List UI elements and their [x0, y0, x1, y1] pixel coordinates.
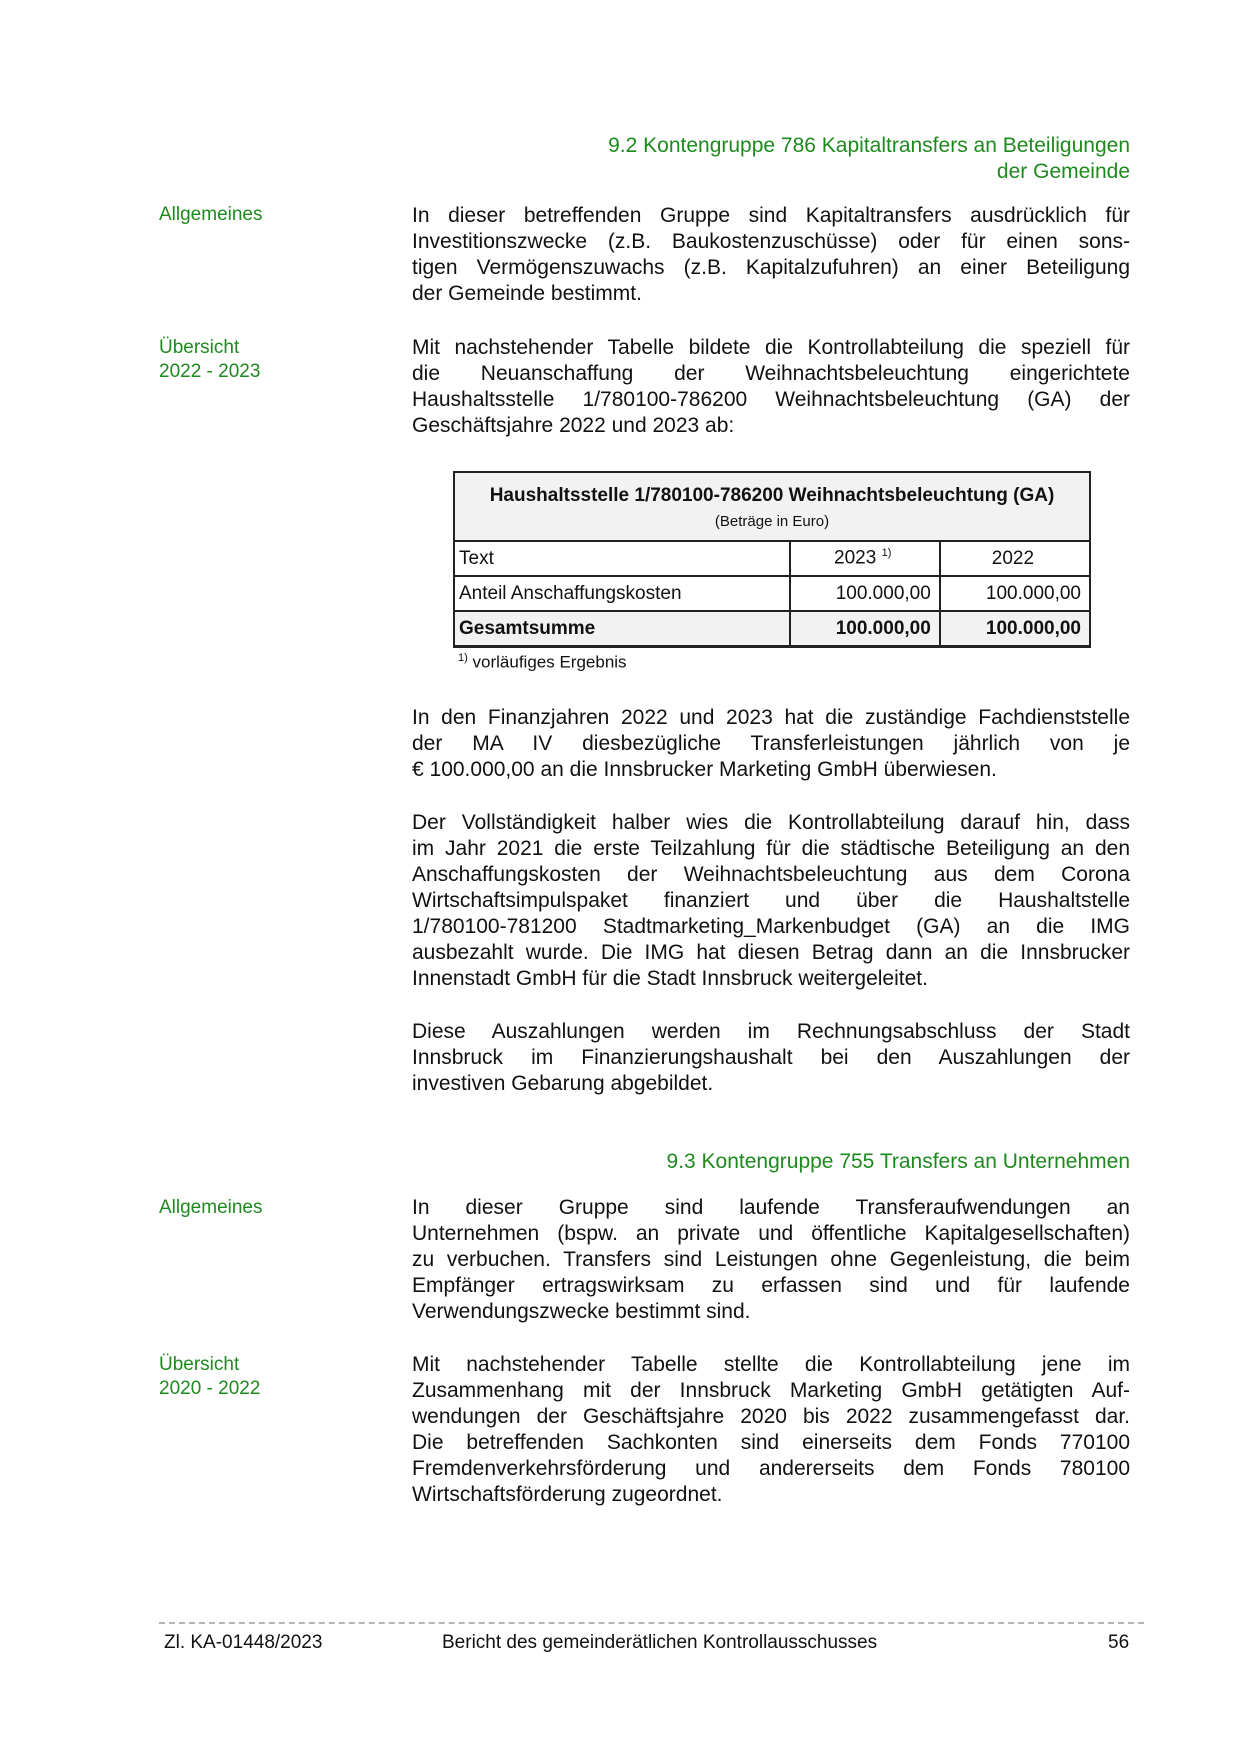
- section-heading-9-2: 9.2 Kontengruppe 786 Kapitaltransfers an Beteiligungen der Gemeinde: [608, 134, 1130, 183]
- table-header: [454, 472, 1090, 541]
- paragraph-line: ausbezahlt wurde. Die IMG hat diesen Betrag dann an die Innsbrucker: [412, 941, 1130, 964]
- col-header-text: Text: [454, 541, 790, 576]
- row-label: Anteil Anschaffungskosten: [454, 576, 790, 611]
- paragraph-line: Die betreffenden Sachkonten sind einerseits dem Fonds 770100: [412, 1431, 1130, 1454]
- paragraph-line: Empfänger ertragswirksam zu erfassen sind und für laufende: [412, 1274, 1130, 1297]
- total-label: Gesamtsumme: [454, 611, 790, 647]
- paragraph-line: Haushaltsstelle 1/780100-786200 Weihnachtsbeleuchtung (GA) der: [412, 388, 1130, 411]
- paragraph-line: In dieser Gruppe sind laufende Transferaufwendungen an: [412, 1196, 1130, 1219]
- table-footnote: $^{1)}$ vorläufiges Ergebnis: [458, 652, 627, 672]
- table-row: [454, 576, 1090, 611]
- paragraph-line: zu verbuchen. Transfers sind Leistungen ohne Gegenleistung, die beim: [412, 1248, 1130, 1271]
- paragraph-line: Verwendungszwecke bestimmt sind.: [412, 1300, 751, 1323]
- paragraph-line: In den Finanzjahren 2022 und 2023 hat die zuständige Fachdienststelle: [412, 706, 1130, 729]
- paragraph: [412, 1352, 1130, 1508]
- cell-2022: 100.000,00: [940, 576, 1090, 611]
- paragraph-line: Anschaffungskosten der Weihnachtsbeleuchtung aus dem Corona: [412, 863, 1130, 886]
- table-title: Haushaltsstelle 1/780100-786200 Weihnachtsbeleuchtung (GA): [489, 485, 1055, 506]
- footer-reference: Zl. KA-01448/2023: [164, 1632, 323, 1653]
- paragraph-line: der MA IV diesbezügliche Transferleistungen jährlich von je: [412, 732, 1130, 755]
- paragraph: [412, 810, 1130, 992]
- paragraph: [412, 203, 1130, 307]
- table-row: [454, 541, 1090, 576]
- paragraph-line: Geschäftsjahre 2022 und 2023 ab:: [412, 414, 735, 437]
- table-subtitle: (Beträge in Euro): [714, 513, 830, 530]
- paragraph-line: Zusammenhang mit der Innsbruck Marketing GmbH getätigten Auf-: [412, 1379, 1130, 1402]
- paragraph-line: In dieser betreffenden Gruppe sind Kapitaltransfers ausdrücklich für: [412, 204, 1130, 227]
- col-header-2022: 2022: [940, 541, 1090, 576]
- cell-2023: 100.000,00: [790, 576, 940, 611]
- table-row-total: [454, 611, 1090, 647]
- paragraph: [412, 335, 1130, 439]
- paragraph-line: Mit nachstehender Tabelle stellte die Kontrollabteilung jene im: [412, 1353, 1130, 1376]
- paragraph-line: Innsbruck im Finanzierungshaushalt bei den Auszahlungen der: [412, 1046, 1130, 1069]
- footer-title: Bericht des gemeinderätlichen Kontrollausschusses: [442, 1632, 878, 1653]
- section-heading-9-3: 9.3 Kontengruppe 755 Transfers an Unternehmen: [666, 1150, 1130, 1173]
- paragraph-line: Investitionszwecke (z.B. Baukostenzuschüsse) oder für einen sons-: [412, 230, 1130, 253]
- side-label-allgemeines: Allgemeines: [159, 204, 263, 225]
- paragraph-line: Fremdenverkehrsförderung und andererseits dem Fonds 780100: [412, 1457, 1130, 1480]
- paragraph-line: Wirtschaftsimpulspaket finanziert und über die Haushaltstelle: [412, 889, 1130, 912]
- paragraph-line: Der Vollständigkeit halber wies die Kontrollabteilung darauf hin, dass: [412, 811, 1130, 834]
- paragraph-line: wendungen der Geschäftsjahre 2020 bis 2022 zusammengefasst dar.: [412, 1405, 1130, 1428]
- paragraph: [412, 1195, 1130, 1325]
- footer-divider: [159, 1622, 1144, 1624]
- paragraph-line: Innenstadt GmbH für die Stadt Innsbruck weitergeleitet.: [412, 967, 928, 990]
- paragraph-line: 1/780100-781200 Stadtmarketing_Markenbudget (GA) an die IMG: [412, 915, 1130, 938]
- page-number: 56: [1108, 1632, 1130, 1653]
- side-label-uebersicht: Übersicht 2020 - 2022: [159, 1354, 261, 1399]
- paragraph-line: Wirtschaftsförderung zugeordnet.: [412, 1483, 723, 1506]
- side-label-allgemeines: Allgemeines: [159, 1197, 263, 1218]
- paragraph-line: investiven Gebarung abgebildet.: [412, 1072, 714, 1095]
- side-label-uebersicht: Übersicht 2022 - 2023: [159, 337, 261, 382]
- total-2023: 100.000,00: [790, 611, 940, 647]
- paragraph: [412, 1019, 1130, 1097]
- paragraph: [412, 705, 1130, 783]
- col-header-2023: 2023 $^{1)}$: [790, 541, 940, 576]
- paragraph-line: im Jahr 2021 die erste Teilzahlung für die städtische Beteiligung an den: [412, 837, 1130, 860]
- paragraph-line: tigen Vermögenszuwachs (z.B. Kapitalzufuhren) an einer Beteiligung: [412, 256, 1130, 279]
- paragraph-line: Diese Auszahlungen werden im Rechnungsabschluss der Stadt: [412, 1020, 1130, 1043]
- paragraph-line: die Neuanschaffung der Weihnachtsbeleuchtung eingerichtete: [412, 362, 1130, 385]
- total-2022: 100.000,00: [940, 611, 1090, 647]
- paragraph-line: Mit nachstehender Tabelle bildete die Kontrollabteilung die speziell für: [412, 336, 1130, 359]
- budget-table: [453, 471, 1091, 648]
- paragraph-line: € 100.000,00 an die Innsbrucker Marketing GmbH überwiesen.: [412, 758, 997, 781]
- paragraph-line: der Gemeinde bestimmt.: [412, 282, 642, 305]
- paragraph-line: Unternehmen (bspw. an private und öffentliche Kapitalgesellschaften): [412, 1222, 1130, 1245]
